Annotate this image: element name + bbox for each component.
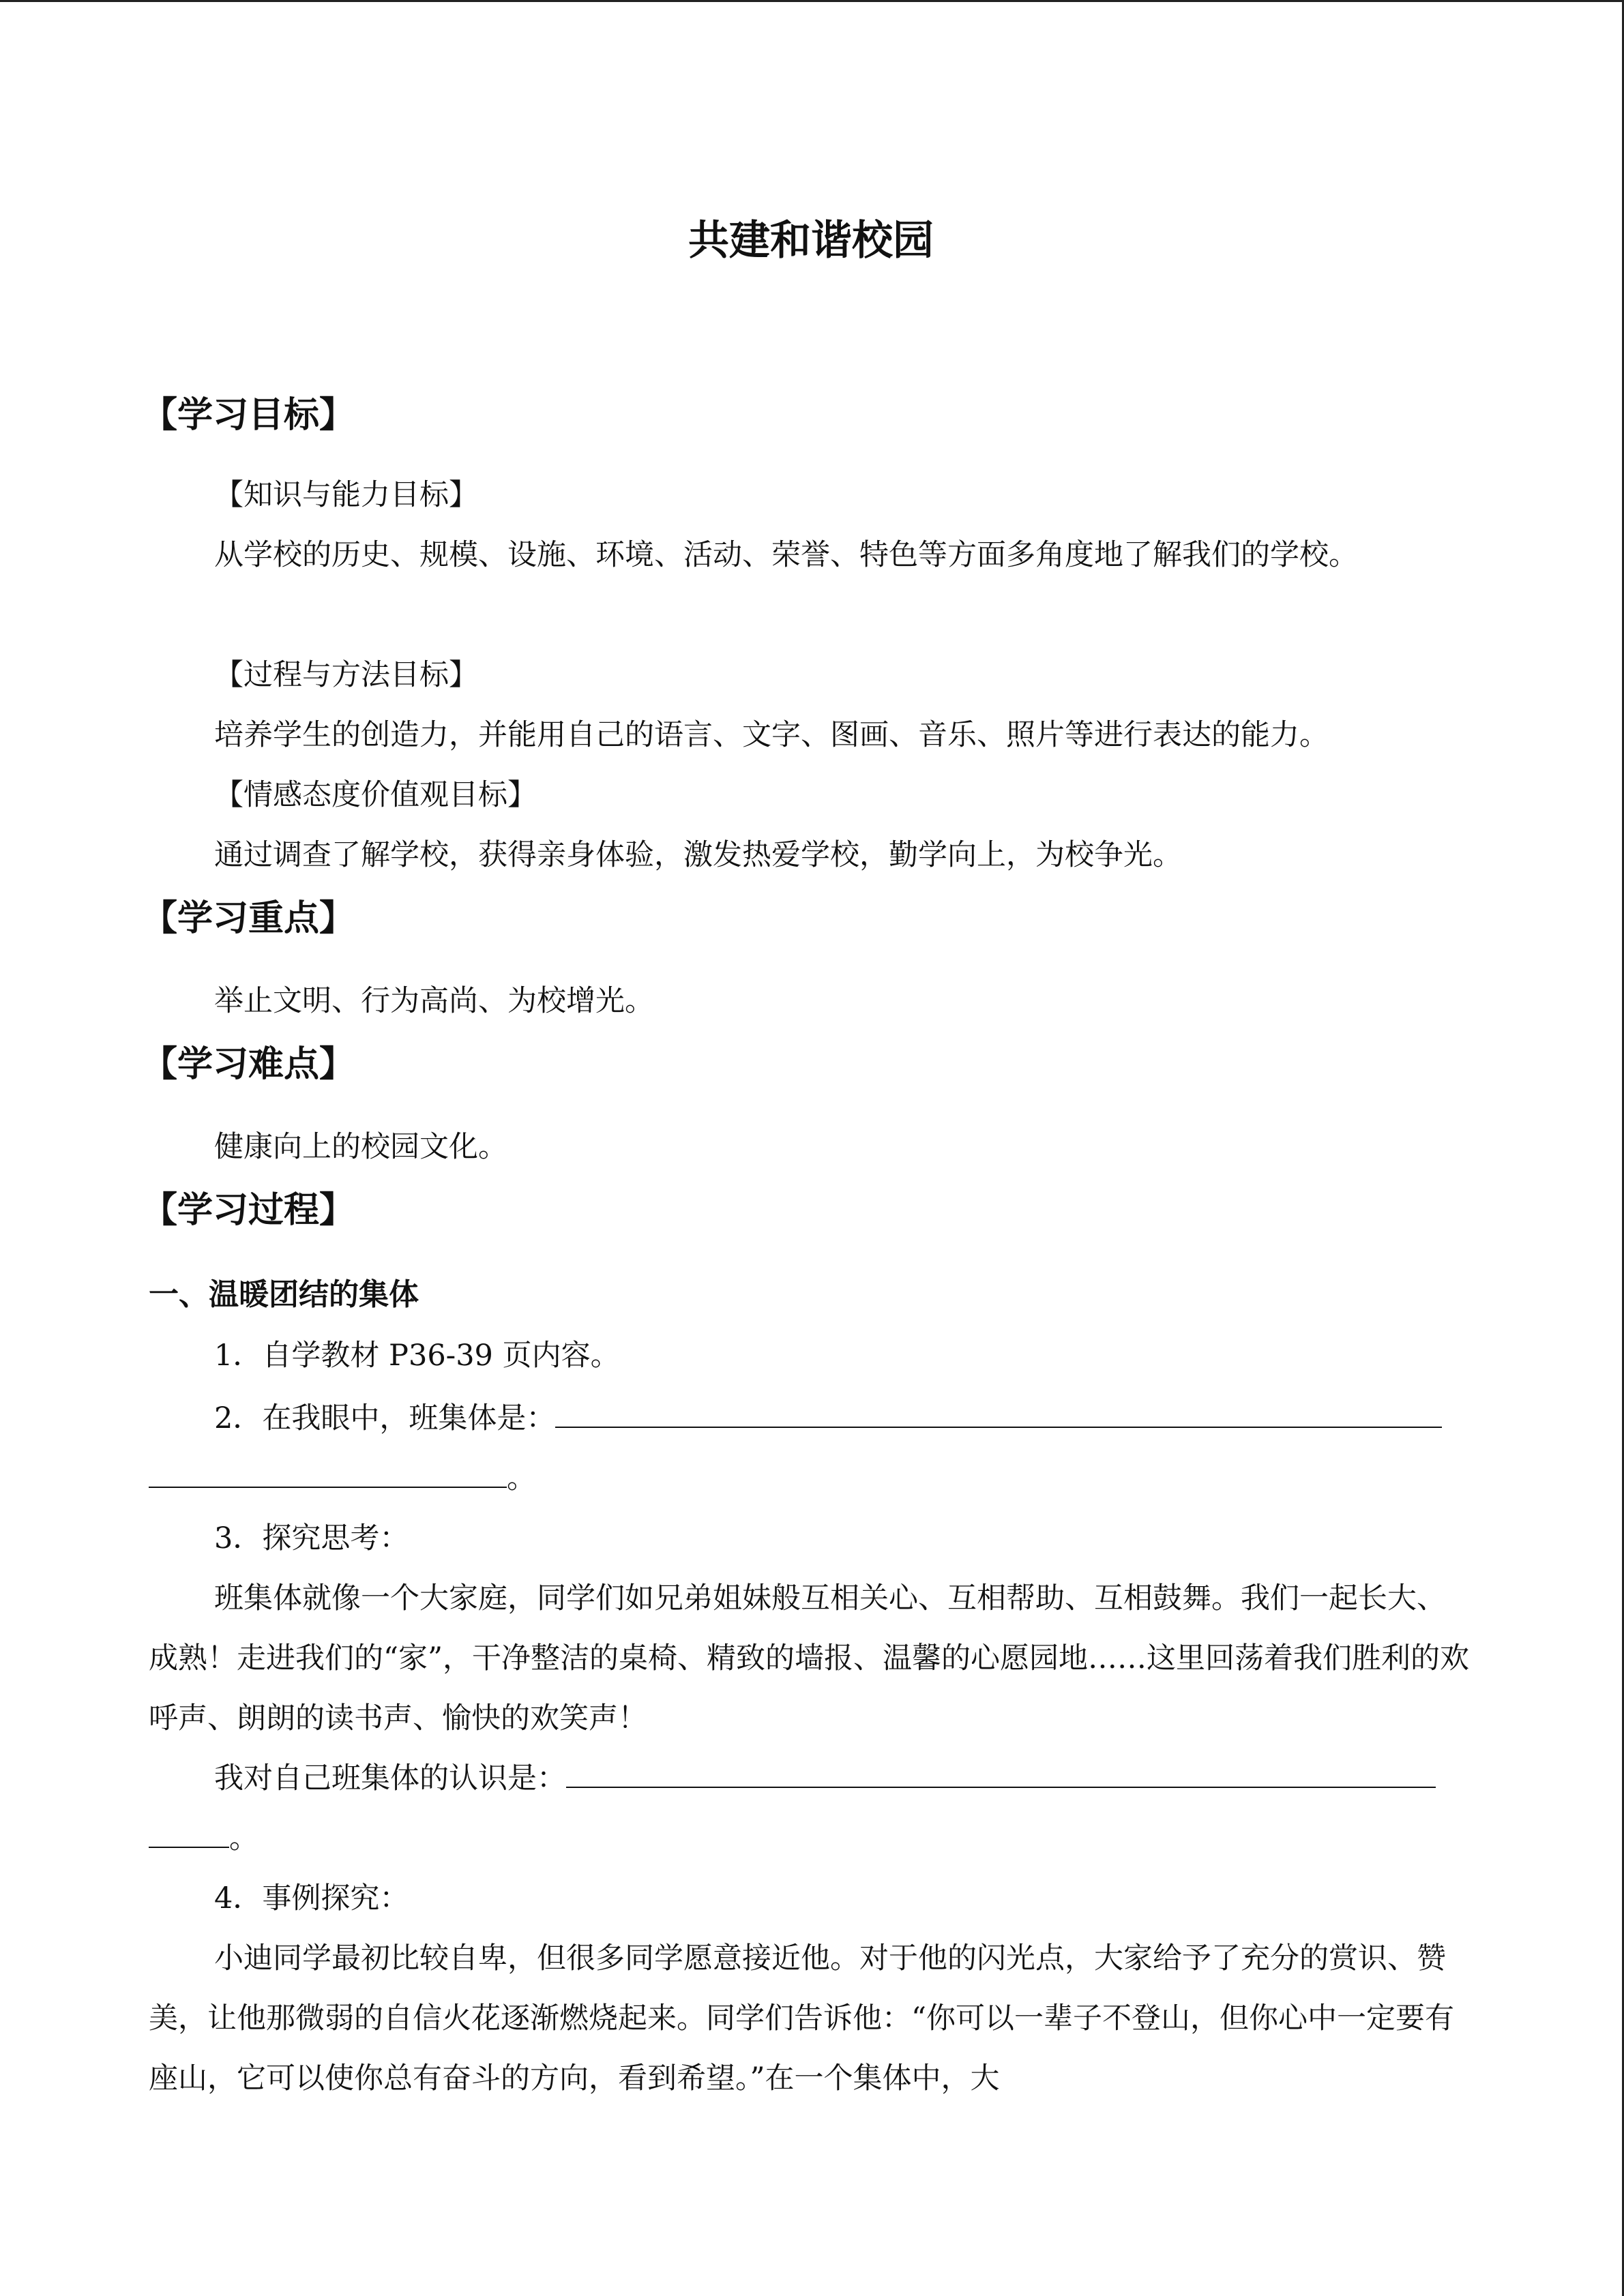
item-3-text: 班集体就像一个大家庭，同学们如兄弟姐妹般互相关心、互相帮助、互相鼓舞。我们一起长大、成熟！走进我们的“家”，干净整洁的桌椅、精致的墙报、温馨的心愿园地……这里回荡着我们胜利的欢呼声、朗朗的读书声、愉快的欢笑声！ <box>149 1581 1469 1735</box>
item-4: 4．事例探究： <box>214 1881 409 1915</box>
part1-title: 一、温暖团结的集体 <box>149 1277 419 1312</box>
process-label: 【过程与方法目标】 <box>214 658 478 692</box>
item-1: 1．自学教材 P36-39 页内容。 <box>214 1339 620 1373</box>
knowledge-text: 从学校的历史、规模、设施、环境、活动、荣誉、特色等方面多角度地了解我们的学校。 <box>214 538 1358 572</box>
answer-blank-4[interactable] <box>149 1819 229 1848</box>
heading-key-points: 【学习重点】 <box>142 898 355 939</box>
difficulties-text: 健康向上的校园文化。 <box>214 1130 507 1164</box>
page-title: 共建和谐校园 <box>688 217 934 265</box>
item-4-text: 小迪同学最初比较自卑，但很多同学愿意接近他。对于他的闪光点，大家给予了充分的赏识、赞美，让他那微弱的自信火花逐渐燃烧起来。同学们告诉他：“你可以一辈子不登山，但你心中一定要有座山，它可以使你总有奋斗的方向，看到希望。”在一个集体中，大 <box>149 1941 1454 2096</box>
heading-objectives: 【学习目标】 <box>142 395 355 436</box>
heading-process: 【学习过程】 <box>142 1190 355 1231</box>
item-3-prompt: 我对自己班集体的认识是： <box>214 1761 566 1795</box>
item-2-continuation <box>149 1448 1473 1508</box>
heading-difficulties: 【学习难点】 <box>142 1044 355 1085</box>
item-3-continuation <box>149 1808 1473 1868</box>
answer-blank-1[interactable] <box>555 1399 1442 1428</box>
top-border <box>0 0 1624 2</box>
answer-blank-3[interactable] <box>566 1759 1436 1788</box>
answer-blank-2[interactable] <box>149 1459 507 1488</box>
key-points-text: 举止文明、行为高尚、为校增光。 <box>214 984 654 1018</box>
item-2-end: 。 <box>507 1461 536 1495</box>
item-3-prompt-line <box>149 1748 1473 1808</box>
item-3: 3．探究思考： <box>214 1521 409 1555</box>
item-3-end: 。 <box>229 1821 259 1855</box>
emotion-text: 通过调查了解学校，获得亲身体验，激发热爱学校，勤学向上，为校争光。 <box>214 838 1182 872</box>
emotion-label: 【情感态度价值观目标】 <box>214 778 537 812</box>
knowledge-label: 【知识与能力目标】 <box>214 478 478 512</box>
item-2-line <box>149 1388 1473 1448</box>
item-2-label: 2．在我眼中，班集体是： <box>214 1401 556 1435</box>
process-text: 培养学生的创造力，并能用自己的语言、文字、图画、音乐、照片等进行表达的能力。 <box>214 718 1329 752</box>
